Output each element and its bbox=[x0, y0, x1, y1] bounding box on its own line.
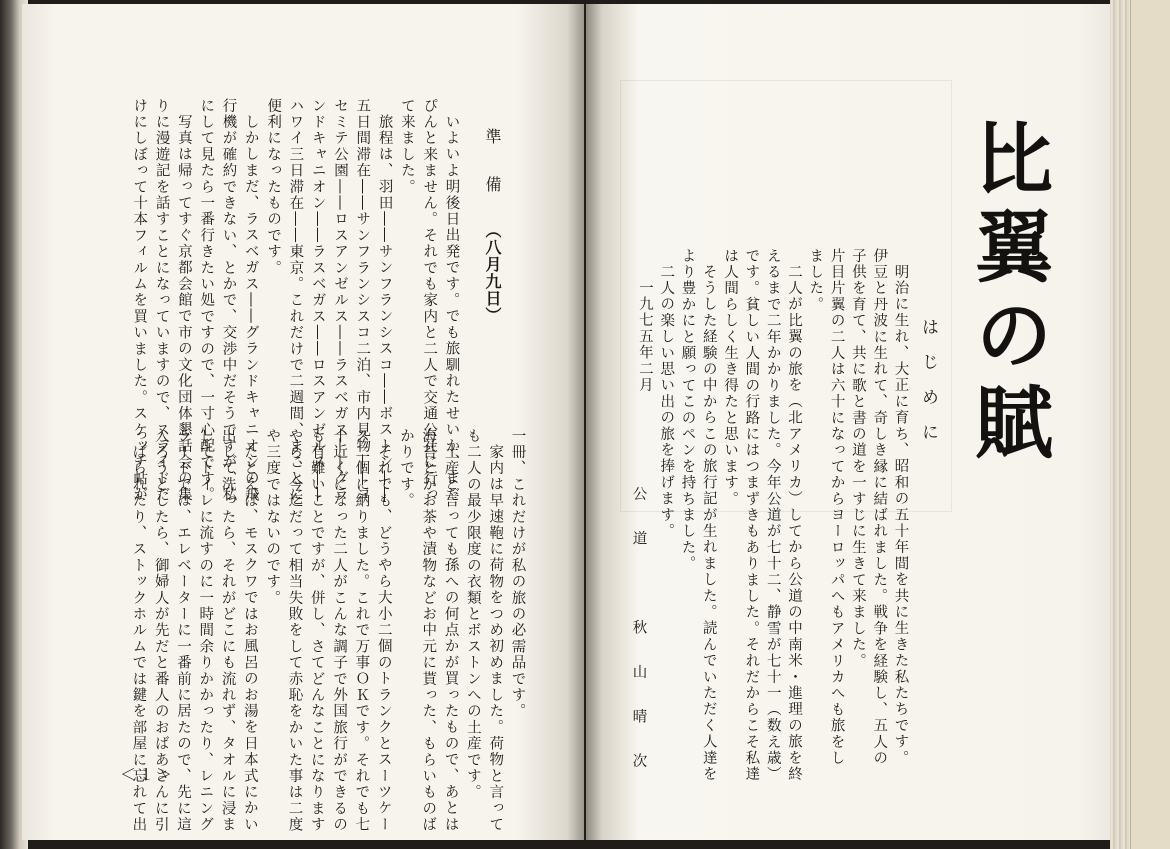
text-column: そうした経験の中からこの旅行記が生れました。読んでいただく人達を bbox=[700, 264, 717, 783]
text-column: 五日間滞在――サンフランシスコ二泊、市内見物――ヨ bbox=[354, 98, 371, 503]
text-column: 行機が確約できない、とかで、交渉中だそうですが、私 bbox=[220, 98, 237, 503]
section-heading: 準 備 bbox=[483, 128, 502, 192]
text-column: は人間らしく生き得たと思います。 bbox=[722, 248, 739, 508]
text-column: にして見たら一番行きたい処ですので、一寸心配です。 bbox=[198, 98, 215, 503]
text-column: 二人の楽しい思い出の旅を捧げます。 bbox=[658, 264, 675, 540]
text-column: えるまで二年かかりました。今年公道が七十二、静雪が七十一（数え歳） bbox=[764, 248, 781, 783]
text-column: けにしぼって十本フィルムを買いました。スケッチ帖が bbox=[131, 98, 148, 503]
text-column: も有難いことですが、併し、さてどんなことになります bbox=[308, 428, 325, 833]
text-column: 土産と言っても孫への何点かが買ったもので、あとは bbox=[442, 444, 459, 833]
text-column: してトイレに流すのに一時間余りかかったり、レニング bbox=[197, 428, 214, 833]
text-column: より豊かにと願ってこのペンを持ちました。 bbox=[679, 248, 696, 572]
text-column: 出して洗ったら、それがどこにも流れず、タオルに浸ま bbox=[219, 428, 236, 833]
section-date: （八月九日） bbox=[483, 222, 502, 324]
text-column: っぱられたり、ストックホルムでは鍵を部屋に忘れて出 bbox=[130, 428, 147, 833]
text-column: や三度ではないのです。 bbox=[264, 428, 281, 607]
text-column: 家内は早速鞄に荷物をつめ初めました。荷物と言って bbox=[487, 444, 504, 833]
page-number: ＜１＞ bbox=[120, 765, 175, 784]
text-column: 旅程は、羽田――サンフランシスコ――ボストン―― bbox=[376, 114, 393, 503]
text-column: 明治に生れ、大正に育ち、昭和の五十年間を共に生きた私たちです。 bbox=[892, 264, 909, 767]
page-title: 比翼の賦 bbox=[962, 118, 1053, 470]
text-column: ぴんと来ません。それでも家内と二人で交通公社に行っ bbox=[421, 98, 438, 503]
text-column: 子供を育て、共に歌と書の道を一すじに生きて来ました。 bbox=[849, 248, 866, 670]
text-column: 海苔とかお茶や漬物などお中元に貰った、もらいものば bbox=[420, 428, 437, 833]
text-column: ンドキャニオン――ラスベガス――ロスアンゼルス―― bbox=[309, 98, 326, 503]
text-column: セミテ公園――ロスアンゼルス――ラスベガス――グラ bbox=[332, 98, 348, 503]
text-column: て来ました。 bbox=[398, 98, 415, 196]
text-column: 二人が比翼の旅を（北アメリカ）してから公道の中南米・進理の旅を終 bbox=[786, 264, 802, 783]
text-column: 伊豆と丹波に生れて、奇しき縁に結ばれました。戦争を経験し、五人の bbox=[871, 248, 888, 767]
text-column: りに漫遊記を話すことになっていますので、スライドだ bbox=[153, 98, 170, 503]
text-column: ラードでは、エレベーターに一番前に居たので、先に這 bbox=[175, 428, 191, 833]
text-column: 便利になったものです。 bbox=[265, 98, 282, 277]
text-column: ハワイ三日滞在――東京。これだけで二週間、まことに bbox=[287, 98, 304, 503]
text-column: 写真は帰ってすぐ京都会館で市の文化団体懇話会の集 bbox=[175, 114, 192, 503]
text-column: やら、今迄だって相当失敗をして赤恥をかいた事は二度 bbox=[286, 428, 303, 833]
text-column: です。貧しい人間の行路にはつまずきもありました。それだからこそ私達 bbox=[743, 248, 760, 783]
text-column: ス二個に納りました。これで万事ＯＫです。それでも七 bbox=[353, 428, 370, 833]
text-column: 片目片翼の二人は六十になってからヨーロッパへもアメリカへも旅をし bbox=[828, 248, 845, 767]
text-column: かりです。 bbox=[398, 428, 414, 509]
text-column: 入ろうとしたら、御婦人が先だと番人のおばあさんに引 bbox=[152, 428, 169, 833]
text-column: それでも、どうやら大小二個のトランクとスーツケー bbox=[375, 444, 392, 833]
text-column: 一九七五年二月 bbox=[636, 280, 653, 394]
text-column: たとえば、モスクワではお風呂のお湯を日本式にかい bbox=[241, 444, 258, 833]
text-column: 一冊、これだけが私の旅の必需品です。 bbox=[509, 428, 526, 720]
page-stack-cover bbox=[1130, 0, 1170, 849]
text-column: も二人の最少限度の衣類とボストンへの土産です。 bbox=[464, 428, 481, 801]
author-signature: 公道 秋山晴次 bbox=[630, 486, 647, 798]
text-column: ました。 bbox=[807, 248, 824, 313]
text-column: しかしまだ、ラスベガス――グランドキャニオンの飛 bbox=[242, 114, 259, 503]
page-subtitle: はじめに bbox=[918, 318, 938, 458]
text-column: 十近くになった二人がこんな調子で外国旅行ができるの bbox=[331, 428, 348, 833]
text-column: いよいよ明後日出発です。でも旅馴れたせいか、まだ bbox=[443, 114, 460, 503]
